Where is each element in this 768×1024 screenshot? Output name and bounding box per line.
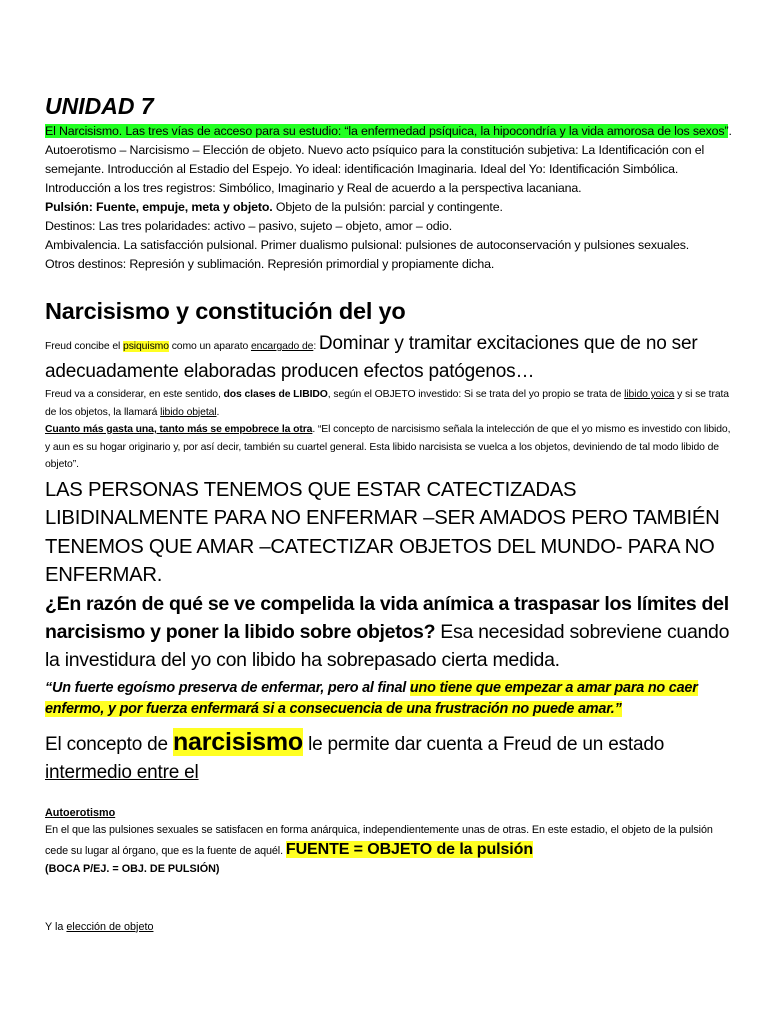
narcisismo-quote-paragraph bbox=[45, 421, 732, 474]
pulsion-line bbox=[45, 198, 732, 217]
libido-yoica: libido yoica bbox=[624, 389, 675, 400]
autoerotismo-body: En el que las pulsiones sexuales se satisfacen en forma anárquica, independientemente unas de otras. En este estadio, el objeto de la pulsión cede su lugar al órgano, que es la fuente de aquél. bbox=[45, 823, 713, 857]
psiquismo-highlight: psiquismo bbox=[123, 341, 169, 352]
destinos-line: Destinos: Las tres polaridades: activo – pasivo, sujeto – objeto, amor – odio. bbox=[45, 219, 453, 233]
boca-line: (BOCA P/EJ. = OBJ. DE PULSIÓN) bbox=[45, 862, 220, 875]
p3-rest: . “El concepto de narcisismo señala la intelección de que el yo mismo es investido con libido, y aun es su hogar originario y, por así decir, también su cuartel general. Esta libido narcisista se vuelca a los objetos, deviniendo de tal modo libido de objeto”. bbox=[45, 424, 731, 470]
p1-large-text: Dominar y tramitar excitaciones que de no ser adecuadamente elaboradas producen efectos patógenos… bbox=[45, 333, 698, 382]
otros-destinos-line: Otros destinos: Represión y sublimación. Represión primordial y propiamente dicha. bbox=[45, 257, 495, 271]
concept-c: intermedio entre el bbox=[45, 761, 199, 783]
unit-title: UNIDAD 7 bbox=[45, 93, 154, 119]
y-la-a: Y la bbox=[45, 920, 67, 933]
p2-a: Freud va a considerar, en este sentido, bbox=[45, 389, 224, 400]
concept-a: El concepto de bbox=[45, 733, 173, 755]
caps-statement: LAS PERSONAS TENEMOS QUE ESTAR CATECTIZADAS LIBIDINALMENTE PARA NO ENFERMAR –SER AMADOS PERO TAMBIÉN TENEMOS QUE AMAR –CATECTIZAR OBJETOS DEL MUNDO- PARA NO ENFERMAR. bbox=[45, 478, 720, 586]
ambivalencia-line: Ambivalencia. La satisfacción pulsional. Primer dualismo pulsional: pulsiones de autoconservación y pulsiones sexuales. bbox=[45, 238, 690, 252]
eleccion-objeto: elección de objeto bbox=[66, 920, 154, 933]
p3-bold: Cuanto más gasta una, tanto más se empobrece la otra bbox=[45, 424, 313, 435]
p2-d: . bbox=[216, 406, 220, 418]
question-bold: ¿En razón de qué se ve compelida la vida anímica a traspasar los límites del narcisismo y poner la libido sobre objetos? bbox=[45, 592, 729, 643]
autoerotismo-text bbox=[45, 821, 732, 861]
intro-paragraph bbox=[45, 122, 732, 198]
question-rest: Esa necesidad sobreviene cuando la investidura del yo con libido ha sobrepasado cierta medida. bbox=[45, 620, 730, 671]
psiquismo-paragraph bbox=[45, 330, 732, 386]
autoerotismo-title: Autoerotismo bbox=[45, 806, 116, 819]
libido-objetal: libido objetal bbox=[160, 406, 217, 418]
unit-intro bbox=[45, 122, 732, 274]
encargado-underline: encargado de bbox=[250, 341, 314, 352]
y-la-line bbox=[45, 919, 732, 935]
green-highlight: El Narcisismo. Las tres vías de acceso para su estudio: “la enfermedad psíquica, la hipocondría y la vida amorosa de los sexos” bbox=[45, 124, 729, 138]
p2-c: y si se trata de los objetos, la llamará bbox=[45, 389, 729, 418]
question-paragraph bbox=[45, 590, 732, 674]
quote-plain: “Un fuerte egoísmo preserva de enfermar, pero al final bbox=[45, 679, 410, 696]
concept-paragraph bbox=[45, 728, 732, 787]
concept-b: le permite dar cuenta a Freud de un estado bbox=[303, 733, 665, 755]
p1-c: : bbox=[313, 341, 319, 352]
p1-a: Freud concibe el bbox=[45, 341, 124, 352]
pulsion-bold: Pulsión: Fuente, empuje, meta y objeto. bbox=[45, 200, 273, 214]
freud-quote bbox=[45, 678, 732, 720]
section-title: Narcisismo y constitución del yo bbox=[45, 298, 406, 324]
fuente-highlight: FUENTE = OBJETO de la pulsión bbox=[285, 840, 533, 858]
p1-b: como un aparato bbox=[168, 341, 251, 352]
dos-clases-bold: dos clases de LIBIDO bbox=[223, 389, 328, 400]
narcisismo-highlight: narcisismo bbox=[172, 727, 303, 756]
pulsion-rest: Objeto de la pulsión: parcial y contingente. bbox=[272, 200, 503, 214]
quote-highlight: uno tiene que empezar a amar para no caer enfermo, y por fuerza enfermará si a consecuencia de una frustración no puede amar.” bbox=[45, 679, 698, 717]
intro-text: . Autoerotismo – Narcisismo – Elección de objeto. Nuevo acto psíquico para la constitución subjetiva: La Identificación con el semejante. Introducción al Estadio del Espejo. Yo ideal: identificación Imaginaria. Ideal del Yo: Identificación Simbólica. Introducción a los tres registros: Simbólico, Imaginario y Real de acuerdo a la perspectiva lacaniana. bbox=[45, 124, 732, 195]
p2-b: , según el OBJETO investido: Si se trata del yo propio se trata de bbox=[327, 389, 625, 400]
libido-paragraph bbox=[45, 386, 732, 421]
